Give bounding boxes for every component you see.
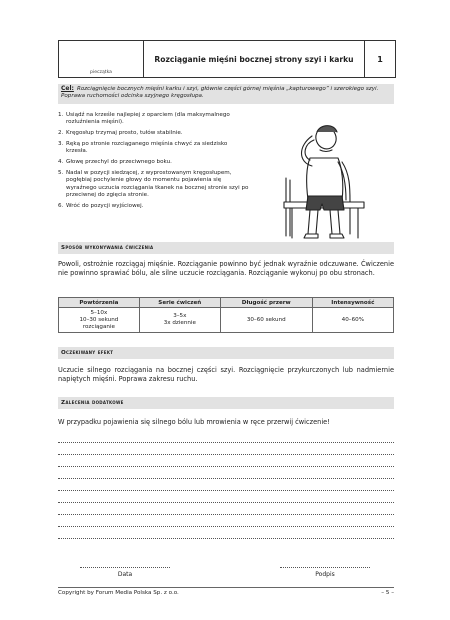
goal-label: Cel:: [61, 85, 74, 92]
col-header-reps: Powtórzenia: [59, 298, 140, 308]
step-text: Wróć do pozycji wyjściowej.: [66, 202, 144, 209]
reps-line: 5–10x: [90, 309, 108, 316]
section-effect-bar: Oczekiwany efekt: [58, 347, 394, 359]
goal-box: [58, 84, 394, 104]
note-line[interactable]: [58, 478, 394, 479]
reps-line: 10–30 sekund: [79, 316, 119, 323]
note-line[interactable]: [58, 490, 394, 491]
copyright-text: Copyright by Forum Media Polska Sp. z o.o.: [58, 590, 179, 596]
step-number: 6.: [58, 202, 64, 209]
step-number: 2.: [58, 130, 64, 137]
step-item: [58, 203, 250, 210]
stamp-area: [59, 41, 144, 77]
header-box: [58, 40, 396, 78]
section-recommend-bar: Zalecenia dodatkowe: [58, 397, 394, 409]
exercise-illustration: [280, 124, 378, 242]
step-number: 4.: [58, 159, 64, 166]
stamp-label: pieczątka: [90, 70, 112, 75]
step-number: 1.: [58, 112, 64, 118]
step-text: Głowę przechyl do przeciwnego boku.: [66, 159, 172, 166]
table-row: [59, 308, 394, 333]
step-number: 5.: [58, 170, 64, 177]
step-item: [58, 141, 250, 156]
cell-intensity: 40–60%: [312, 308, 393, 333]
date-line[interactable]: [80, 567, 170, 568]
note-line[interactable]: [58, 466, 394, 467]
method-text: Powoli, ostrożnie rozciągaj mięśnie. Rozciąganie powinno być jednak wyraźnie odczuwane. Ćwiczenie nie powinno sprawiać bólu, ale silne uczucie rozciągania. Rozciąganie wykonuj po obu stronach.: [58, 260, 394, 277]
signature-label: Podpis: [315, 571, 335, 578]
exercise-title: Rozciąganie mięśni bocznej strony szyi i karku: [144, 41, 365, 77]
parameters-table: [58, 297, 394, 333]
col-header-pause: Długość przerw: [220, 298, 312, 308]
step-text: Kręgosłup trzymaj prosto, tułów stabilnie.: [66, 130, 183, 137]
step-text: Usiądź na krześle najlepiej z oparciem (dla maksymalnego rozluźnienia mięśni).: [66, 112, 230, 126]
note-line[interactable]: [58, 514, 394, 515]
step-item: [58, 170, 250, 199]
effect-text: Uczucie silnego rozciągania na bocznej części szyi. Rozciągnięcie przykurczonych lub nadmiernie napiętych mięśni. Poprawa zakresu ruchu.: [58, 366, 394, 383]
step-item: [58, 159, 250, 166]
note-line[interactable]: [58, 442, 394, 443]
section-method-bar: Sposób wykonywania ćwiczenia: [58, 242, 394, 254]
step-text: Nadal w pozycji siedzącej, z wyprostowanym kręgosłupem, pogłębiaj pochylenie głowy do momentu pojawienia się wyraźnego uczucia rozciągania tkanek na bocznej stronie szyi po przeciwnej do zgięcia stronie.: [66, 170, 249, 199]
recommend-text: W przypadku pojawienia się silnego bólu lub mrowienia w ręce przerwij ćwiczenie!: [58, 418, 330, 426]
step-number: 3.: [58, 141, 64, 148]
note-line[interactable]: [58, 538, 394, 539]
exercise-number: 1: [377, 54, 383, 64]
note-line[interactable]: [58, 526, 394, 527]
reps-line: rozciąganie: [82, 323, 115, 330]
cell-pause: 30–60 sekund: [220, 308, 312, 333]
series-line: 3–5x: [173, 313, 187, 319]
goal-text: Rozciągnięcie bocznych mięśni karku i szyi, głównie części górnej mięśnia „kapturowego” i szerokiego szyi. Poprawa ruchomości odcinka szyjnego kręgosłupa.: [61, 86, 379, 99]
col-header-intensity: Intensywność: [312, 298, 393, 308]
note-line[interactable]: [58, 502, 394, 503]
steps-list: [58, 112, 250, 214]
step-item: [58, 112, 250, 127]
cell-reps: [59, 308, 140, 333]
col-header-series: Serie ćwiczeń: [139, 298, 220, 308]
step-text: Ręką po stronie rozciąganego mięśnia chwyć za siedzisko krzesła.: [66, 141, 228, 155]
series-line: 3x dziennie: [163, 320, 196, 326]
footer-rule: [58, 587, 394, 588]
cell-series: [139, 308, 220, 333]
signature-line[interactable]: [280, 567, 370, 568]
step-item: [58, 130, 250, 137]
note-line[interactable]: [58, 454, 394, 455]
page-number: – 5 –: [381, 590, 394, 596]
date-label: Data: [117, 571, 133, 578]
